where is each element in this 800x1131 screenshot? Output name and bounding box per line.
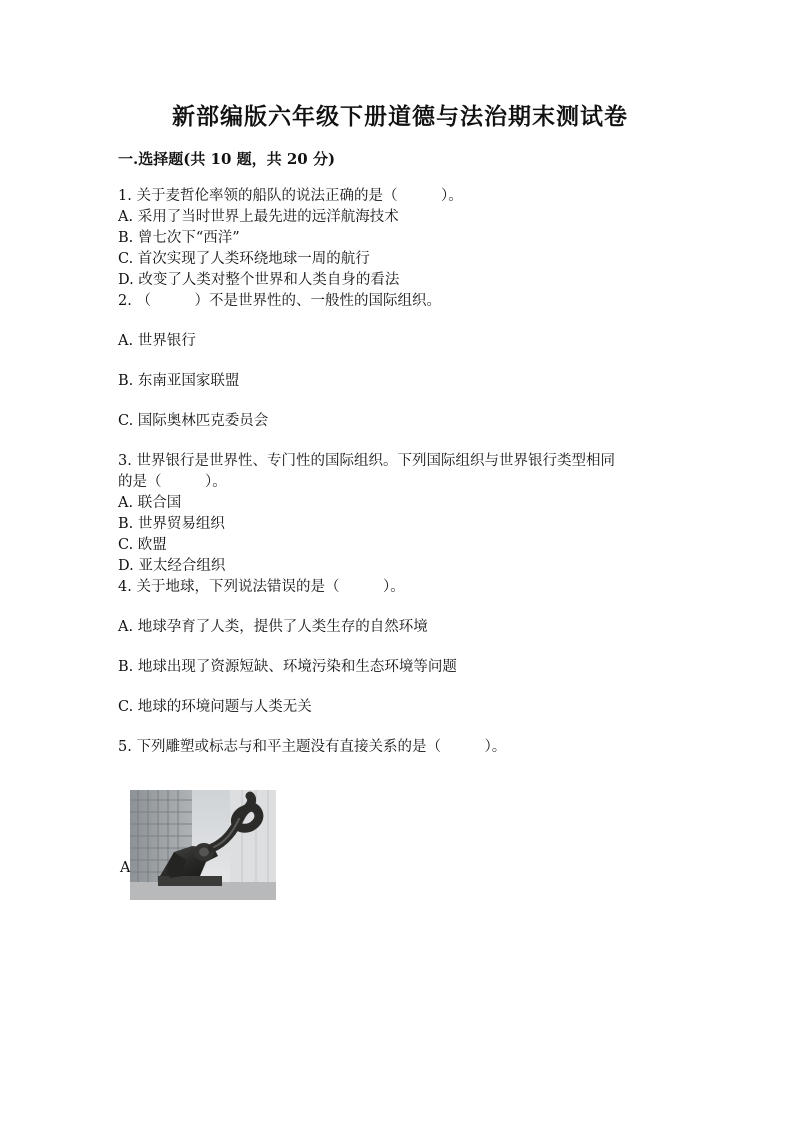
question-3-stem-line-1: 3. 世界银行是世界性、专门性的国际组织。下列国际组织与世界银行类型相同: [118, 453, 615, 469]
question-2-option-b: B. 东南亚国家联盟: [118, 373, 240, 389]
question-1-option-a: A. 采用了当时世界上最先进的远洋航海技术: [118, 209, 399, 225]
knotted-gun-sculpture-photo: [130, 790, 276, 900]
page-title: 新部编版六年级下册道德与法治期末测试卷: [172, 103, 628, 130]
question-3-option-c: C. 欧盟: [118, 537, 167, 553]
question-4-option-a: A. 地球孕育了人类，提供了人类生存的自然环境: [118, 619, 428, 635]
question-3-option-a: A. 联合国: [118, 495, 182, 511]
question-1-option-d: D. 改变了人类对整个世界和人类自身的看法: [118, 272, 400, 288]
question-1-option-c: C. 首次实现了人类环绕地球一周的航行: [118, 251, 370, 267]
question-5-stem: 5. 下列雕塑或标志与和平主题没有直接关系的是（ ）。: [118, 739, 507, 755]
question-3-option-b: B. 世界贸易组织: [118, 516, 225, 532]
question-3-stem-line-2: 的是（ ）。: [118, 474, 227, 490]
question-2-option-c: C. 国际奥林匹克委员会: [118, 413, 269, 429]
question-2-stem: 2. （ ）不是世界性的、一般性的国际组织。: [118, 293, 441, 309]
section-heading: 一.选择题(共 10 题，共 20 分): [118, 150, 336, 168]
question-1-stem: 1. 关于麦哲伦率领的船队的说法正确的是（ ）。: [118, 188, 463, 204]
question-4-option-b: B. 地球出现了资源短缺、环境污染和生态环境等问题: [118, 659, 457, 675]
question-4-option-c: C. 地球的环境问题与人类无关: [118, 699, 312, 715]
question-1-option-b: B. 曾七次下“西洋”: [118, 230, 240, 246]
question-4-stem: 4. 关于地球，下列说法错误的是（ ）。: [118, 579, 405, 595]
question-3-option-d: D. 亚太经合组织: [118, 558, 226, 574]
question-2-option-a: A. 世界银行: [118, 333, 196, 349]
question-5-option-a-label: A: [120, 860, 131, 876]
